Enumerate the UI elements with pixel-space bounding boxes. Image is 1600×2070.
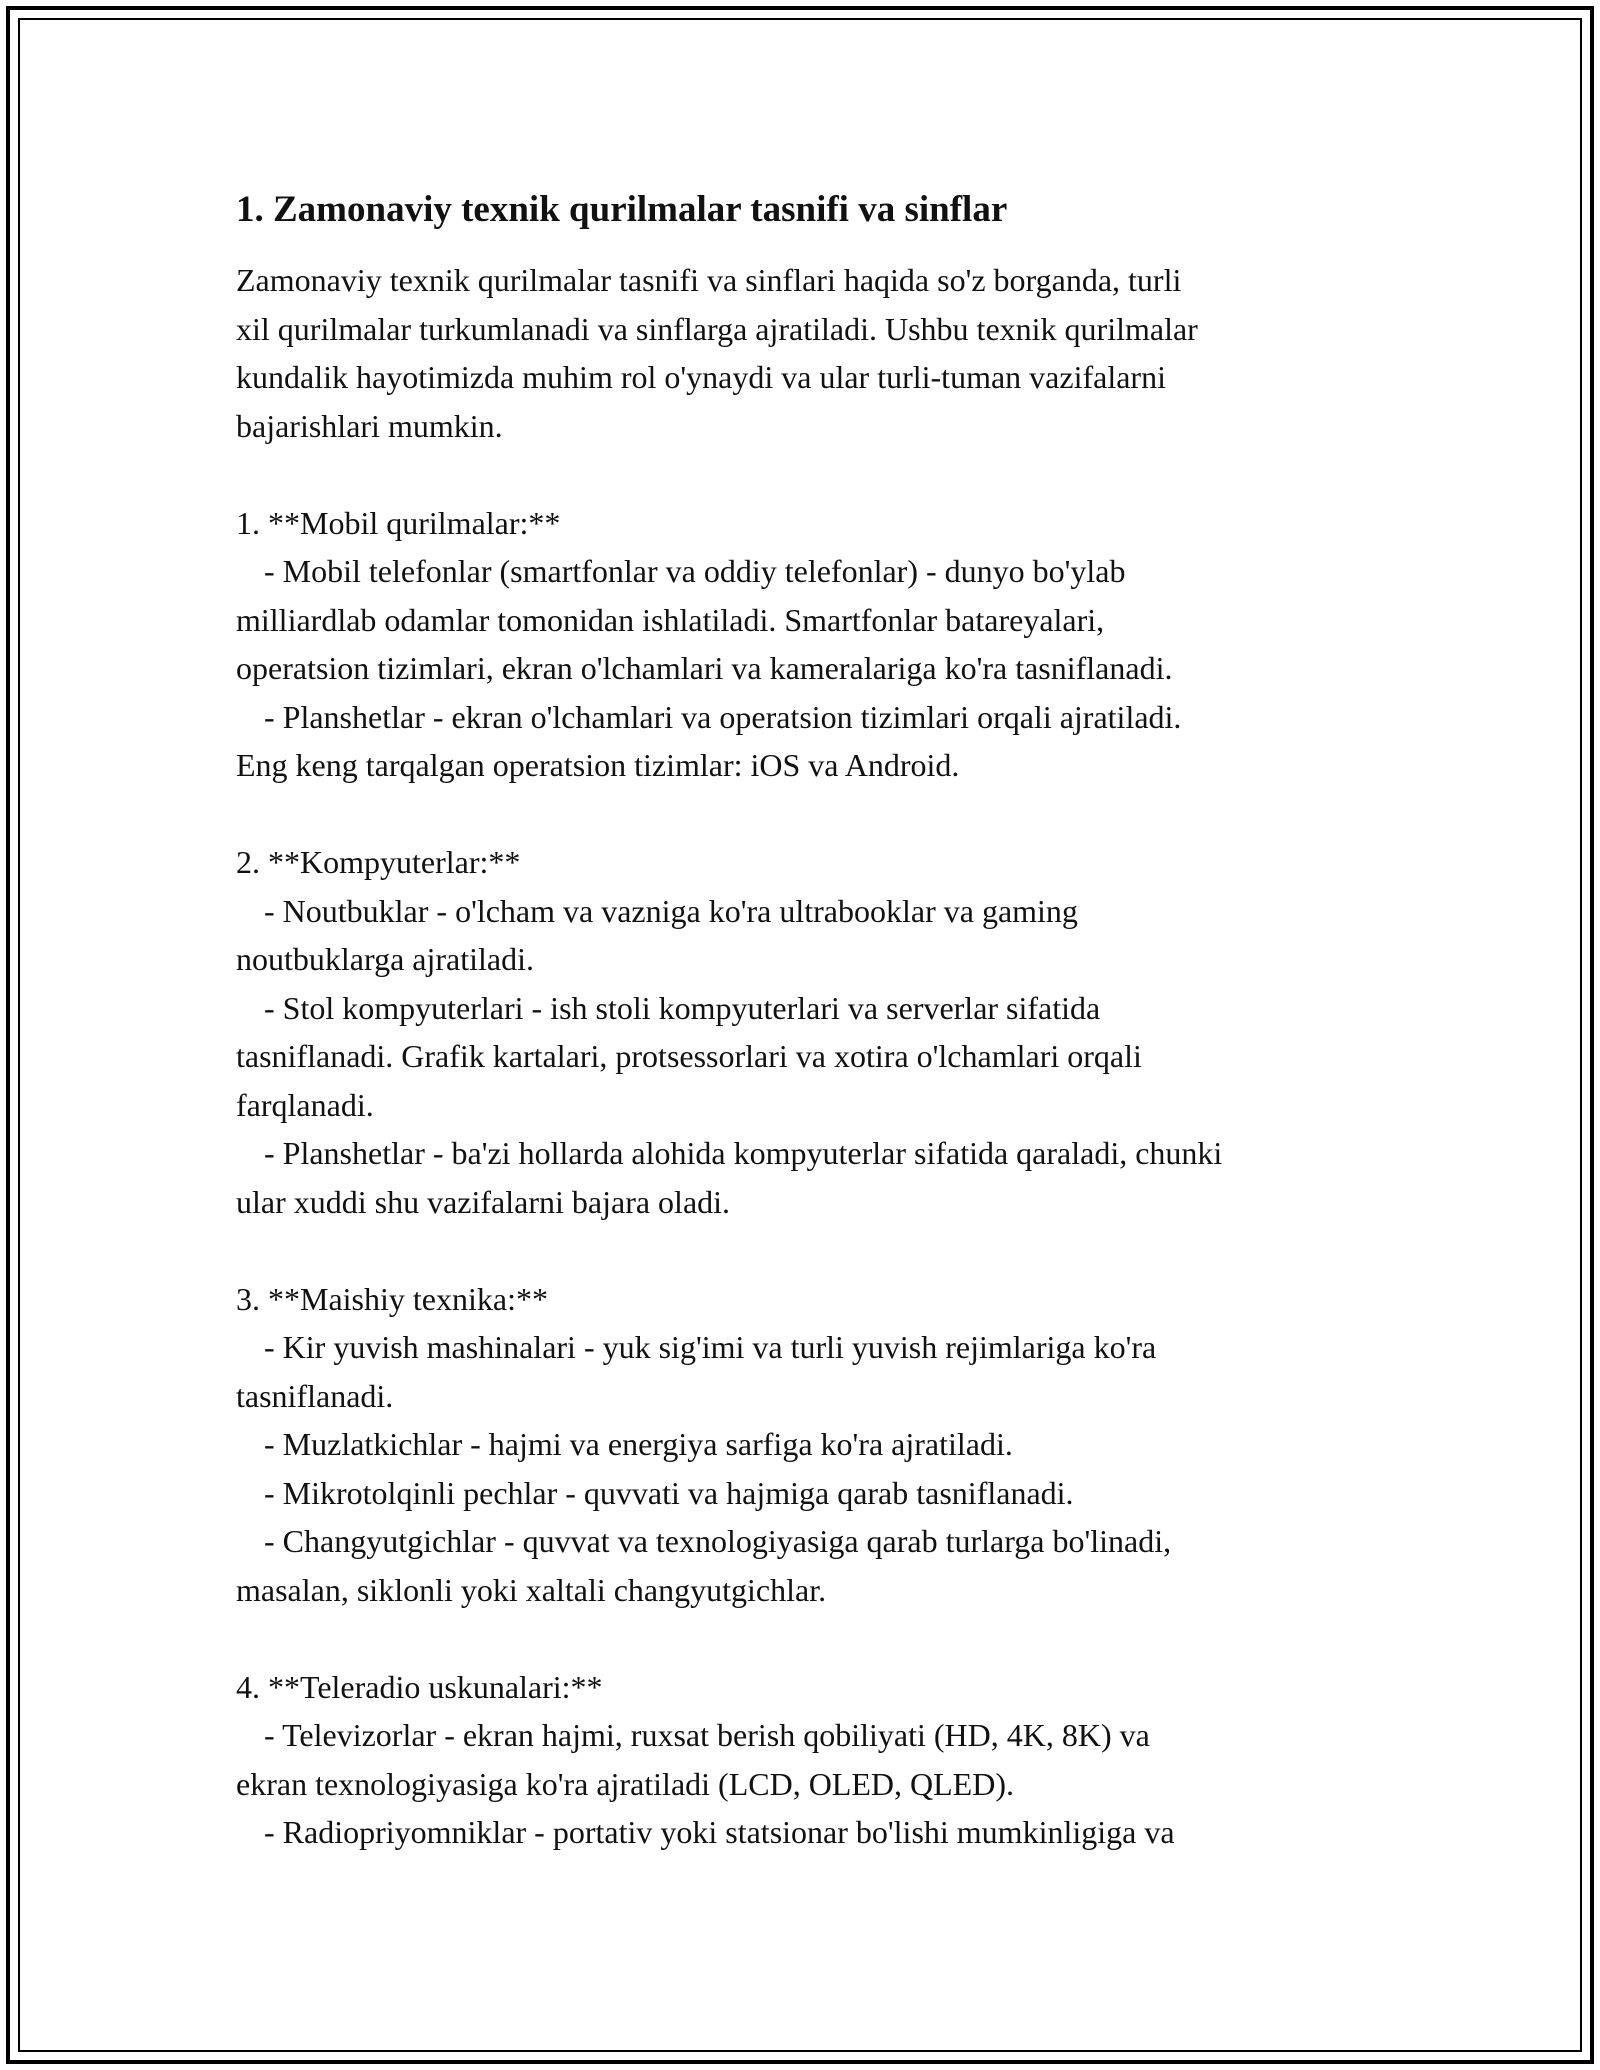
intro-line: bajarishlari mumkin.: [236, 407, 503, 444]
line-text: - Planshetlar - ba'zi hollarda alohida kompyuterlar sifatida qaraladi, chunki: [264, 1135, 1223, 1171]
section-block: [236, 1663, 1376, 1857]
line-text: - Kir yuvish mashinalari - yuk sig'imi va turli yuvish rejimlariga ko'ra: [264, 1329, 1157, 1365]
continuation-line: [236, 741, 1376, 790]
bullet-line: [236, 1323, 1376, 1372]
line-text: - Muzlatkichlar - hajmi va energiya sarfiga ko'ra ajratiladi.: [264, 1426, 1013, 1462]
intro-line: kundalik hayotimizda muhim rol o'ynaydi va ular turli-tuman vazifalarni: [236, 359, 1166, 395]
line-text: noutbuklarga ajratiladi.: [236, 941, 534, 977]
paragraph-gap: [236, 790, 1376, 839]
line-text: - Changyutgichlar - quvvat va texnologiyasiga qarab turlarga bo'linadi,: [264, 1523, 1172, 1559]
paragraph-gap: [236, 1226, 1376, 1275]
line-text: ular xuddi shu vazifalarni bajara oladi.: [236, 1183, 731, 1220]
paragraph-gap: [236, 450, 1376, 499]
section-block: [236, 1275, 1376, 1615]
line-text: operatsion tizimlari, ekran o'lchamlari va kameralariga ko'ra tasniflanadi.: [236, 650, 1173, 686]
intro-line: Zamonaviy texnik qurilmalar tasnifi va sinflari haqida so'z borganda, turli: [236, 262, 1182, 298]
line-text: farqlanadi.: [236, 1086, 374, 1123]
continuation-line: [236, 596, 1376, 645]
bullet-line: [236, 1711, 1376, 1760]
line-text: - Mikrotolqinli pechlar - quvvati va hajmiga qarab tasniflanadi.: [264, 1474, 1074, 1511]
line-text: tasniflanadi. Grafik kartalari, protsessorlari va xotira o'lchamlari orqali: [236, 1038, 1142, 1074]
section-heading: 3. **Maishiy texnika:**: [236, 1280, 548, 1317]
line-text: ekran texnologiyasiga ko'ra ajratiladi (LCD, OLED, QLED).: [236, 1765, 1014, 1802]
continuation-line: [236, 1372, 1376, 1421]
bullet-line: [236, 1469, 1376, 1518]
bullet-line: [236, 1517, 1376, 1566]
section-heading: 4. **Teleradio uskunalari:**: [236, 1668, 603, 1705]
line-text: - Mobil telefonlar (smartfonlar va oddiy telefonlar) - dunyo bo'ylab: [264, 553, 1126, 589]
document-title: 1. Zamonaviy texnik qurilmalar tasnifi va sinflar: [236, 189, 1008, 230]
sections-list: [236, 450, 1376, 1857]
line-text: - Radiopriyomniklar - portativ yoki statsionar bo'lishi mumkinligiga va: [264, 1814, 1175, 1850]
paragraph-gap: [236, 1614, 1376, 1663]
line-text: - Stol kompyuterlari - ish stoli kompyuterlari va serverlar sifatida: [264, 989, 1101, 1026]
bullet-line: [236, 1808, 1376, 1857]
intro-line: xil qurilmalar turkumlanadi va sinflarga ajratiladi. Ushbu texnik qurilmalar: [236, 310, 1198, 347]
bullet-line: [236, 547, 1376, 596]
line-text: milliardlab odamlar tomonidan ishlatiladi. Smartfonlar batareyalari,: [236, 601, 1105, 638]
section-heading: 1. **Mobil qurilmalar:**: [236, 504, 561, 541]
intro-paragraph: [236, 256, 1376, 450]
continuation-line: [236, 1178, 1376, 1227]
continuation-line: [236, 935, 1376, 984]
continuation-line: [236, 1081, 1376, 1130]
section-block: [236, 499, 1376, 790]
bullet-line: [236, 887, 1376, 936]
line-text: tasniflanadi.: [236, 1377, 394, 1414]
line-text: Eng keng tarqalgan operatsion tizimlar: iOS va Android.: [236, 747, 960, 783]
bullet-line: [236, 1420, 1376, 1469]
line-text: - Noutbuklar - o'lcham va vazniga ko'ra ultrabooklar va gaming: [264, 892, 1078, 929]
line-text: - Televizorlar - ekran hajmi, ruxsat berish qobiliyati (HD, 4K, 8K) va: [264, 1717, 1150, 1753]
continuation-line: [236, 1032, 1376, 1081]
continuation-line: [236, 1566, 1376, 1615]
bullet-line: [236, 984, 1376, 1033]
continuation-line: [236, 1760, 1376, 1809]
bullet-line: [236, 1129, 1376, 1178]
line-text: masalan, siklonli yoki xaltali changyutgichlar.: [236, 1571, 827, 1608]
continuation-line: [236, 644, 1376, 693]
section-heading: 2. **Kompyuterlar:**: [236, 844, 521, 880]
section-block: [236, 838, 1376, 1226]
document-body: [236, 186, 1376, 1857]
bullet-line: [236, 693, 1376, 742]
line-text: - Planshetlar - ekran o'lchamlari va operatsion tizimlari orqali ajratiladi.: [264, 698, 1182, 735]
